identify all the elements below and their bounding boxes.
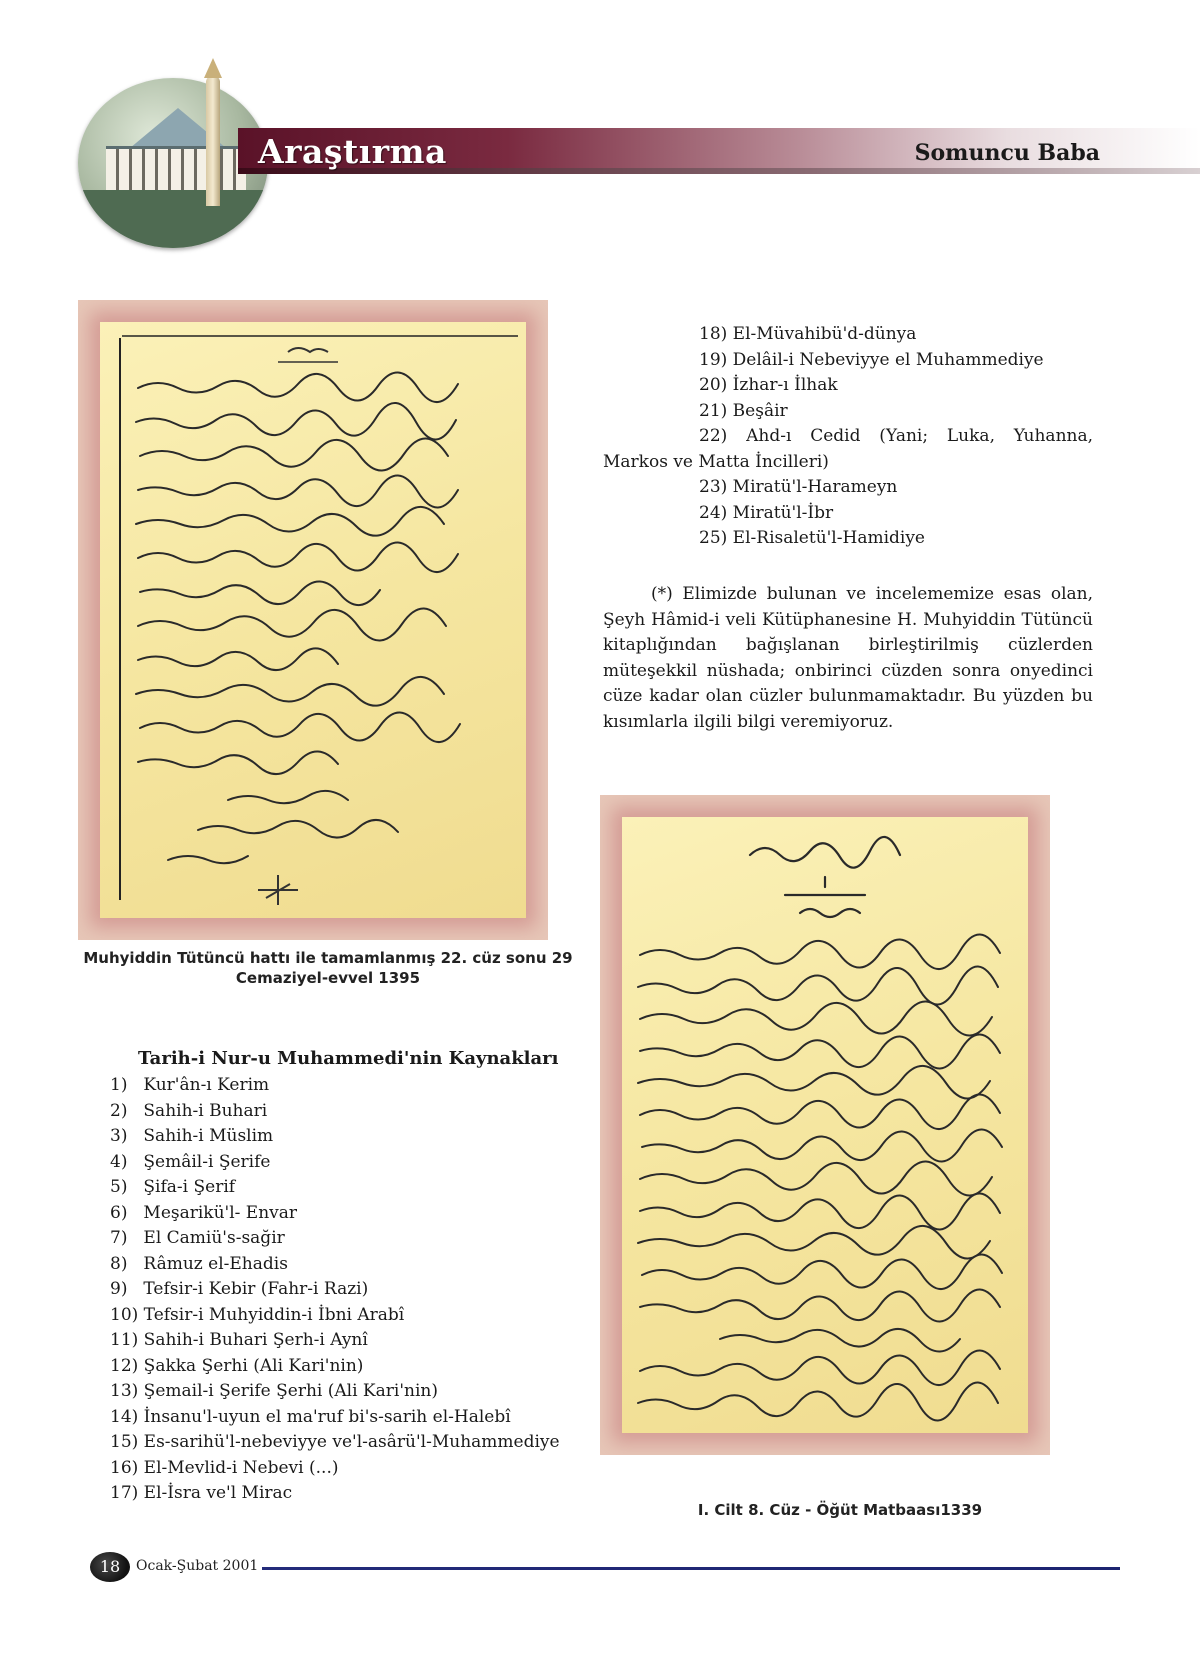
list-item: 9) Tefsir-i Kebir (Fahr-i Razi) — [110, 1279, 369, 1299]
minaret-icon — [206, 76, 220, 206]
manuscript-image-1 — [78, 300, 548, 940]
list-item: 11) Sahih-i Buhari Şerh-i Aynî — [110, 1330, 368, 1350]
list-item: 5) Şifa-i Şerif — [110, 1177, 236, 1197]
list-item: 21) Beşâir — [699, 400, 788, 421]
list-item: 7) El Camiü's-sağir — [110, 1228, 285, 1248]
list-item: 4) Şemâil-i Şerife — [110, 1151, 271, 1172]
list-item: 16) El-Mevlid-i Nebevi (...) — [110, 1457, 339, 1478]
issue-date: Ocak-Şubat 2001 — [136, 1558, 259, 1574]
list-item: 22) Ahd-ı Cedid (Yani; Luka, Yuhanna, Markos ve Matta İncilleri) — [603, 426, 1094, 472]
manuscript-image-2 — [600, 795, 1050, 1455]
list-item: 10) Tefsir-i Muhyiddin-i İbni Arabî — [110, 1304, 405, 1325]
list-item: 15) Es-sarihü'l-nebeviyye ve'l-asârü'l-Muhammediye — [110, 1432, 560, 1452]
magazine-name: Somuncu Baba — [914, 140, 1100, 166]
sources-list-right — [603, 322, 1093, 552]
list-item: 25) El-Risaletü'l-Hamidiye — [699, 528, 925, 548]
page-header — [0, 60, 1200, 250]
list-item: 13) Şemail-i Şerife Şerhi (Ali Kari'nin) — [110, 1381, 438, 1401]
footer-rule — [262, 1567, 1120, 1570]
list-item: 6) Meşarikü'l- Envar — [110, 1202, 298, 1223]
list-item: 14) İnsanu'l-uyun el ma'ruf bi's-sarih el-Halebî — [110, 1406, 511, 1427]
footnote-paragraph: (*) Elimizde bulunan ve incelememize esas olan, Şeyh Hâmid-i veli Kütüphanesine H. Muhyiddin Tütüncü kitaplığından bağışlanan birleştirilmiş cüzlerden müteşekkil nüshada; onbirinci cüzden sonra onyedinci cüze kadar olan cüzler bulunmamaktadır. Bu yüzden bu kısımlarla ilgili bilgi veremiyoruz. — [603, 584, 1093, 732]
list-item: 18) El-Müvahibü'd-dünya — [699, 324, 917, 344]
list-item: 17) El-İsra ve'l Mirac — [110, 1483, 293, 1503]
list-item: 24) Miratü'l-İbr — [699, 502, 834, 523]
list-item: 8) Râmuz el-Ehadis — [110, 1253, 288, 1274]
list-item: 12) Şakka Şerhi (Ali Kari'nin) — [110, 1355, 364, 1376]
list-item: 19) Delâil-i Nebeviyye el Muhammediye — [699, 349, 1044, 370]
sources-heading: Tarih-i Nur-u Muhammedi'nin Kaynakları — [138, 1048, 559, 1069]
sources-list-left — [110, 1073, 568, 1507]
list-item: 3) Sahih-i Müslim — [110, 1126, 274, 1146]
list-item: 1) Kur'ân-ı Kerim — [110, 1075, 270, 1095]
manuscript-2-caption: I. Cilt 8. Cüz - Öğüt Matbaası1339 — [697, 1501, 983, 1519]
manuscript-1-caption: Muhyiddin Tütüncü hattı ile tamamlanmış 22. cüz sonu 29 Cemaziyel-evvel 1395 — [83, 949, 573, 987]
list-item: 23) Miratü'l-Harameyn — [699, 477, 898, 497]
list-item: 20) İzhar-ı İlhak — [699, 375, 838, 395]
page-footer — [0, 1550, 1200, 1590]
section-title: Araştırma — [258, 132, 447, 171]
list-item: 2) Sahih-i Buhari — [110, 1100, 268, 1121]
manuscript-script-drawing-1 — [78, 300, 548, 940]
manuscript-script-drawing-2 — [600, 795, 1050, 1455]
page-number: 18 — [90, 1552, 130, 1582]
